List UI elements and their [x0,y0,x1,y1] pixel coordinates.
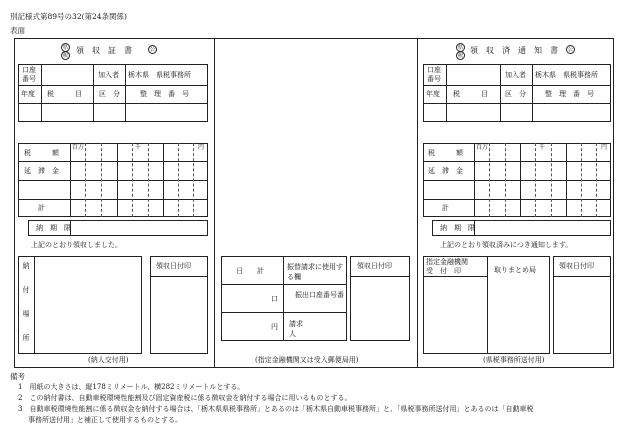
left-payment-place-box [18,256,142,354]
left-row-total: 計 [38,204,45,212]
note-1: 1 用紙の大きさは、縦178ミリメートル、横282ミリメートルとする。 [18,383,245,391]
left-unit-million: 百万 [72,144,85,151]
left-title: 領 収 証 書 [76,46,132,55]
middle-kuchi: 口 [271,295,278,303]
right-footer: (県税事務所送付用) [483,356,545,364]
right-message: 上記のとおり領収済みにつき通知します。 [440,241,573,249]
right-bank-label-1: 指定金融機関 [426,258,468,266]
right-bank-label-2: 受 付 印 [426,267,461,275]
front-side-label: 表面 [10,26,25,35]
note-2: 2 この納付書は、自動車税環境性能割及び固定資産税に係る徴収金を納付する場合に用いるものとする。 [18,394,352,402]
right-col-class: 区 分 [505,90,526,98]
left-subscriber-value: 栃木県 県税事務所 [128,71,191,79]
left-subscriber-label: 加入者 [98,71,119,79]
left-account-label-1: 口座 [22,66,36,74]
divider-left [214,38,215,368]
left-col-tax-item: 税 目 [47,90,82,98]
middle-transfer: 振替請求に使用する欄 [287,263,343,281]
right-seal-zei-icon: 税 [457,53,464,59]
left-receipt-date: 領収日付印 [156,262,191,270]
divider-right [417,38,418,368]
notes-heading: 備考 [10,372,25,381]
form-number: 別記様式第89号の32(第24条関係) [10,12,127,21]
note-3a: 3 自動車税環境性能割に係る徴収金を納付する場合は、「栃木県県税事務所」とあるのは「栃木県自動車税事務所」と、「県税事務所送付用」とあるのは「自動車税 [18,405,534,413]
right-subscriber-value: 栃木県 県税事務所 [535,71,598,79]
left-payment-place: 納付場所 [22,262,30,358]
left-account-label-2: 番号 [22,75,36,83]
right-row-delinquency: 延 滞 金 [428,167,463,175]
left-col-ref-no: 整 理 番 号 [140,90,189,98]
middle-footer: (指定金融機関又は受入郵便局用) [255,356,359,364]
right-col-year: 年度 [426,90,440,98]
middle-day-total: 日 計 [236,267,264,275]
middle-receipt-date: 領収日付印 [357,262,392,270]
middle-claimant: 請求人 [289,320,303,338]
left-unit-thousand: 千 [135,144,142,151]
left-due-date: 納 期 限 [36,224,71,232]
right-unit-million: 百万 [476,144,489,151]
left-col-class: 区 分 [99,90,120,98]
right-collect-office: 取りまとめ局 [494,266,536,274]
left-title-seal-icon: 公 [149,47,156,53]
right-receipt-date-box [553,256,611,354]
right-row-tax-amount: 税 額 [428,149,463,157]
right-title-seal-icon: 公 [567,47,574,53]
left-footer: (納人交付用) [88,356,129,364]
right-col-tax-item: 税 目 [453,90,488,98]
right-due-date: 納 期 限 [440,224,475,232]
right-receipt-date: 領収日付印 [559,262,594,270]
left-seal-ken-icon: 県 [62,45,69,51]
right-unit-thousand: 千 [539,144,546,151]
left-col-year: 年度 [21,90,35,98]
right-col-ref-no: 整 理 番 号 [545,90,594,98]
right-unit-yen: 円 [601,144,608,151]
right-row-total: 計 [442,204,449,212]
right-seal-ken-icon: 県 [457,45,464,51]
left-row-tax-amount: 税 額 [24,149,59,157]
right-account-label-1: 口座 [427,66,441,74]
left-row-delinquency: 延 滞 金 [24,167,59,175]
middle-transfer-account: 振出口座番号番 [295,291,344,299]
note-3b: 事務所送付用」と補正して使用するものとする。 [28,416,182,424]
left-message: 上記のとおり領収しました。 [31,241,122,249]
right-title: 領 収 済 通 知 書 [470,46,558,55]
left-seal-zei-icon: 税 [62,53,69,59]
right-account-label-2: 番号 [427,75,441,83]
right-subscriber-label: 加入者 [505,71,526,79]
left-receipt-date-box [150,256,208,354]
left-unit-yen: 円 [198,144,205,151]
middle-yen: 円 [271,323,278,331]
